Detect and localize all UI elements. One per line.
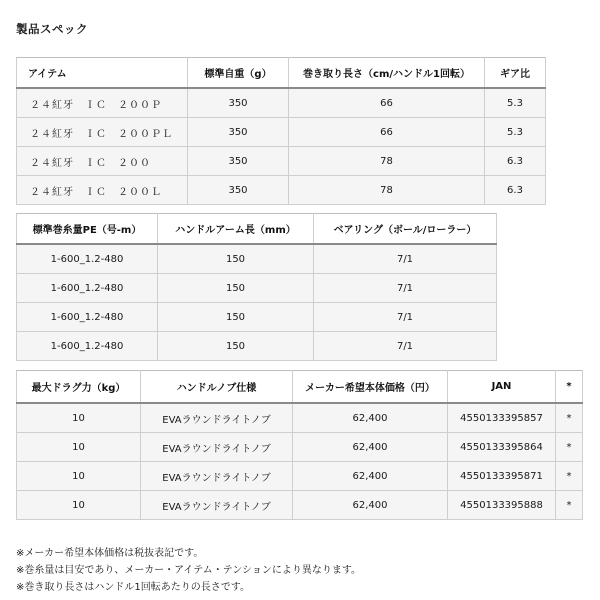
table-row bbox=[17, 274, 497, 303]
cell-bearing: 7/1 bbox=[314, 303, 497, 332]
cell-bearing: 7/1 bbox=[314, 332, 497, 361]
cell-jan: 4550133395888 bbox=[448, 491, 556, 520]
page-title: 製品スペック bbox=[16, 22, 88, 36]
table-header-row bbox=[17, 371, 583, 404]
cell-max-drag: 10 bbox=[17, 403, 141, 433]
cell-line-capacity: 1-600_1.2-480 bbox=[17, 244, 158, 274]
cell-handle-knob: EVAラウンドライトノブ bbox=[141, 491, 293, 520]
header-weight: 標準自重（g） bbox=[188, 58, 289, 89]
cell-max-drag: 10 bbox=[17, 433, 141, 462]
table-row bbox=[17, 303, 497, 332]
cell-asterisk: * bbox=[556, 462, 583, 491]
table-row bbox=[17, 491, 583, 520]
header-gear-ratio: ギア比 bbox=[485, 58, 546, 89]
spec-table-line-handle-bearing bbox=[16, 213, 497, 361]
cell-asterisk: * bbox=[556, 491, 583, 520]
table-row bbox=[17, 176, 546, 205]
table-row bbox=[17, 244, 497, 274]
cell-bearing: 7/1 bbox=[314, 274, 497, 303]
table-row bbox=[17, 118, 546, 147]
cell-retrieve-length: 78 bbox=[289, 176, 485, 205]
header-handle-length: ハンドルアーム長（mm） bbox=[158, 214, 314, 245]
cell-price: 62,400 bbox=[293, 491, 448, 520]
cell-gear-ratio: 6.3 bbox=[485, 147, 546, 176]
header-price: メーカー希望本体価格（円） bbox=[293, 371, 448, 404]
spec-table-drag-knob-price-jan bbox=[16, 370, 583, 520]
table-row bbox=[17, 332, 497, 361]
cell-line-capacity: 1-600_1.2-480 bbox=[17, 303, 158, 332]
footnote-retrieve-length: ※巻き取り長さはハンドル1回転あたりの長さです。 bbox=[16, 582, 250, 593]
cell-jan: 4550133395871 bbox=[448, 462, 556, 491]
table-row bbox=[17, 147, 546, 176]
cell-handle-length: 150 bbox=[158, 332, 314, 361]
cell-handle-knob: EVAラウンドライトノブ bbox=[141, 433, 293, 462]
cell-bearing: 7/1 bbox=[314, 244, 497, 274]
table-row bbox=[17, 403, 583, 433]
cell-handle-knob: EVAラウンドライトノブ bbox=[141, 403, 293, 433]
cell-price: 62,400 bbox=[293, 462, 448, 491]
cell-weight: 350 bbox=[188, 88, 289, 118]
cell-handle-length: 150 bbox=[158, 274, 314, 303]
cell-item: ２４紅牙 ＩＣ ２００ bbox=[17, 147, 188, 176]
cell-handle-knob: EVAラウンドライトノブ bbox=[141, 462, 293, 491]
footnote-line-capacity: ※巻糸量は目安であり、メーカー・アイテム・テンションにより異なります。 bbox=[16, 565, 362, 576]
header-item: アイテム bbox=[17, 58, 188, 89]
table-header-row bbox=[17, 214, 497, 245]
cell-max-drag: 10 bbox=[17, 462, 141, 491]
table-header-row bbox=[17, 58, 546, 89]
cell-handle-length: 150 bbox=[158, 244, 314, 274]
cell-item: ２４紅牙 ＩＣ ２００Ｌ bbox=[17, 176, 188, 205]
header-retrieve-length: 巻き取り長さ（cm/ハンドル1回転） bbox=[289, 58, 485, 89]
cell-item: ２４紅牙 ＩＣ ２００Ｐ bbox=[17, 88, 188, 118]
cell-gear-ratio: 5.3 bbox=[485, 118, 546, 147]
cell-max-drag: 10 bbox=[17, 491, 141, 520]
cell-jan: 4550133395857 bbox=[448, 403, 556, 433]
header-bearing: ベアリング（ボール/ローラー） bbox=[314, 214, 497, 245]
cell-gear-ratio: 6.3 bbox=[485, 176, 546, 205]
table-row bbox=[17, 88, 546, 118]
footnotes bbox=[16, 545, 361, 596]
cell-asterisk: * bbox=[556, 433, 583, 462]
header-asterisk: * bbox=[556, 371, 583, 404]
cell-line-capacity: 1-600_1.2-480 bbox=[17, 332, 158, 361]
spec-table-item-weight-gear bbox=[16, 57, 546, 205]
cell-handle-length: 150 bbox=[158, 303, 314, 332]
header-handle-knob: ハンドルノブ仕様 bbox=[141, 371, 293, 404]
cell-retrieve-length: 78 bbox=[289, 147, 485, 176]
cell-jan: 4550133395864 bbox=[448, 433, 556, 462]
cell-weight: 350 bbox=[188, 118, 289, 147]
footnote-price: ※メーカー希望本体価格は税抜表記です。 bbox=[16, 548, 204, 559]
cell-item: ２４紅牙 ＩＣ ２００ＰＬ bbox=[17, 118, 188, 147]
cell-line-capacity: 1-600_1.2-480 bbox=[17, 274, 158, 303]
cell-price: 62,400 bbox=[293, 403, 448, 433]
cell-retrieve-length: 66 bbox=[289, 118, 485, 147]
table-row bbox=[17, 462, 583, 491]
header-line-capacity: 標準巻糸量PE（号-m） bbox=[17, 214, 158, 245]
table-row bbox=[17, 433, 583, 462]
cell-price: 62,400 bbox=[293, 433, 448, 462]
cell-asterisk: * bbox=[556, 403, 583, 433]
cell-gear-ratio: 5.3 bbox=[485, 88, 546, 118]
header-max-drag: 最大ドラグ力（kg） bbox=[17, 371, 141, 404]
cell-weight: 350 bbox=[188, 176, 289, 205]
cell-weight: 350 bbox=[188, 147, 289, 176]
cell-retrieve-length: 66 bbox=[289, 88, 485, 118]
header-jan: JAN bbox=[448, 371, 556, 404]
